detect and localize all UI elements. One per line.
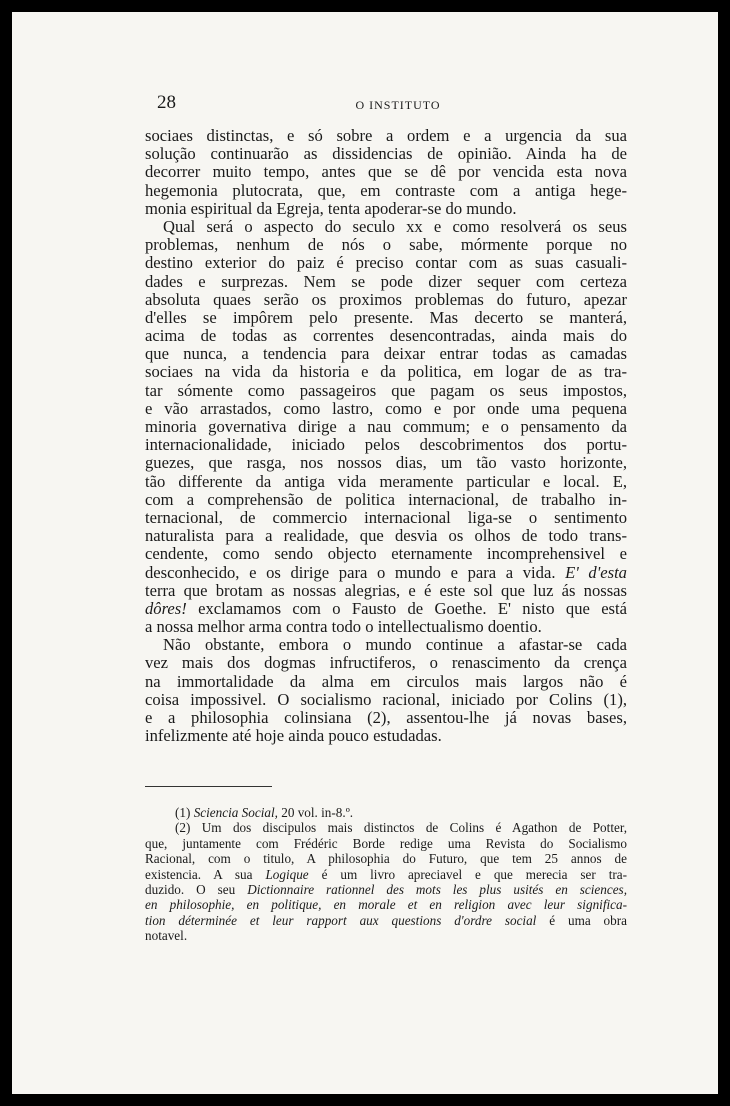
running-head: O INSTITUTO [355,98,441,112]
footnote-2-line [145,882,627,897]
body-line: e a philosophia colinsiana (2), assentou-lhe já novas bases, [145,708,627,727]
body-line: tar sómente como passageiros que pagam os seus impostos, [145,380,627,400]
body-line: d'elles se impôrem pelo presente. Mas decerto se manterá, [145,307,627,327]
body-line: Qual será o aspecto do seculo xx e como resolverá os seus [163,216,627,236]
body-text [145,127,627,745]
body-line: decorrer muito tempo, antes que se dê por vencida esta nova [145,162,627,182]
footnote-text: é um livro apreciavel e que merecia ser tra- [321,866,628,882]
body-line: sociaes na vida da historia e da politica, em logar de as tra- [145,362,627,382]
body-line: guezes, que rasga, nos nossos dias, um tão vasto horizonte, [145,453,627,473]
body-line [145,600,627,618]
body-line: vez mais dos dogmas infructiferos, o renascimento da crença [145,653,627,673]
footnote-2-line: (2) Um dos discipulos mais distinctos de Colins é Agathon de Potter, [175,820,627,836]
footnote-number: (1) [175,805,191,820]
footnote-italic: tion déterminée et leur rapport aux questions d'ordre social [145,912,537,928]
page-header [157,92,639,118]
body-line-part: desconhecido, e os dirige para o mundo e para a vida. [145,562,556,582]
body-line: a nossa melhor arma contra todo o intellectualismo doentio. [145,617,542,637]
body-line: e vão arrastados, como lastro, como e por onde uma pequena [145,398,627,418]
body-line: coisa impossivel. O socialismo racional, iniciado por Colins (1), [145,689,627,709]
body-line: absoluta quaes serão os proximos problemas do futuro, apezar [145,289,627,309]
body-line: cendente, como sendo objecto eternamente incomprehensivel e [145,544,627,564]
body-line: monia espiritual da Egreja, tenta apoderar-se do mundo. [145,198,517,218]
footnotes [145,805,627,944]
body-line: infelizmente até hoje ainda pouco estudadas. [145,726,442,746]
body-line: problemas, nenhum de nós o sabe, mórmente porque no [145,235,627,255]
body-line: internacionalidade, iniciado pelos descobrimentos dos portu- [145,435,627,455]
footnote-text: existencia. A sua [145,866,253,882]
footnote-1 [145,805,627,820]
body-line: sociaes distinctas, e só sobre a ordem e a urgencia da sua [145,126,627,145]
footnote-2-line [145,913,627,928]
body-line: dades e surprezas. Nem se pode dizer sequer com certeza [145,271,627,291]
footnote-italic: Logique [265,866,309,882]
quote-italic: dôres! [145,598,187,618]
body-line: acima de todas as correntes desencontradas, ainda mais do [145,326,627,346]
body-line [145,564,627,582]
footnote-text: 20 vol. in-8.º. [281,805,354,820]
quote-italic-line: terra que brotam as nossas alegrias, e é este sol que luz ás nossas [145,580,627,600]
body-line-part: exclamamos com o Fausto de Goethe. E' nisto que está [198,598,627,618]
body-line: tão differente da antiga vida meramente particular e local. E, [145,471,627,491]
body-line: destino exterior do paiz é preciso contar com as suas casuali- [145,253,627,273]
footnote-text: é uma obra [549,912,627,928]
quote-italic: E' d'esta [565,562,627,582]
body-line: na immortalidade da alma em circulos mais largos não é [145,671,627,691]
footnote-rule [145,786,272,787]
footnote-text: duzido. O seu [145,881,236,897]
footnote-2-line [145,897,627,912]
footnote-italic: en philosophie, en politique, en morale et en religion avec leur significa- [145,897,627,913]
footnote-2-line: que, juntamente com Frédéric Borde redige uma Revista do Socialismo [145,835,627,851]
body-line: que nunca, a tendencia para deixar entrar todas as camadas [145,344,627,364]
footnote-2-line: Racional, com o titulo, A philosophia do Futuro, que tem 25 annos de [145,851,627,867]
body-line: Não obstante, embora o mundo continue a afastar-se cada [163,635,627,655]
body-line: minoria governativa dirige a nau commum; e o pensamento da [145,417,627,436]
body-line: ternacional, de commercio internacional liga-se o sentimento [145,507,627,527]
footnote-italic: Dictionnaire rationnel des mots les plus usités en sciences, [247,881,627,897]
body-line: solução continuarão as dissidencias de opinião. Ainda ha de [145,144,627,164]
page-number: 28 [157,92,176,113]
body-line: naturalista para a realidade, que desvia os olhos de todo trans- [145,526,627,546]
footnote-2-line [145,867,627,882]
body-line: com a comprehensão de politica internacional, de trabalho in- [145,489,627,509]
body-line: hegemonia plutocrata, que, em contraste com a antiga hege- [145,180,627,200]
footnote-2-line: notavel. [145,928,188,944]
footnote-title: Sciencia Social, [193,805,278,820]
